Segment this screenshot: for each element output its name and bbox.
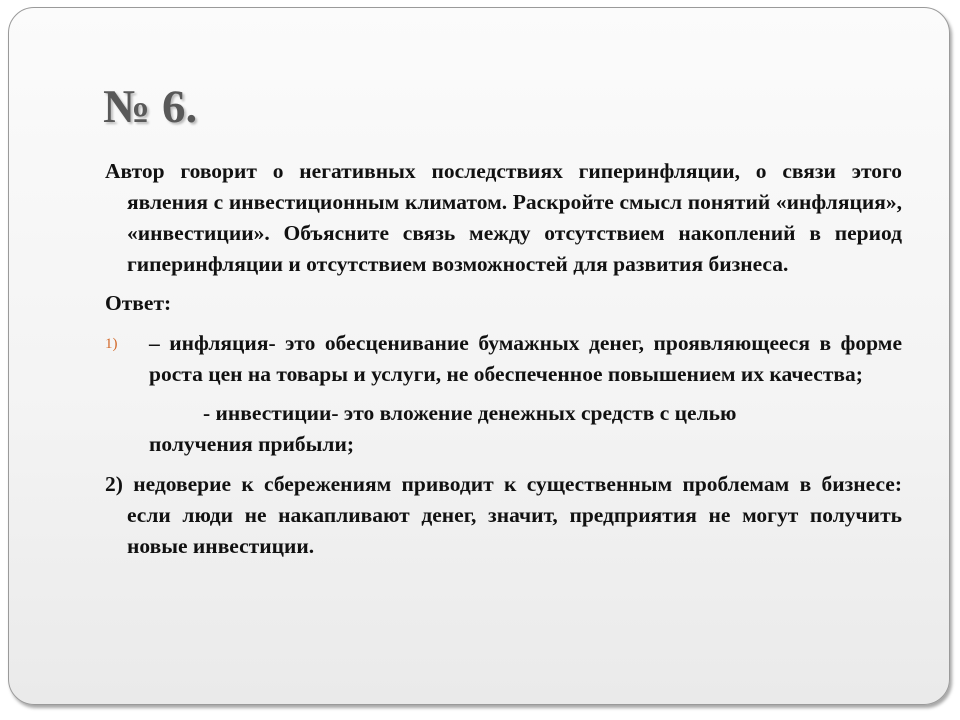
answer-item-1 xyxy=(105,328,902,390)
investment-definition xyxy=(105,398,902,460)
slide-body xyxy=(105,156,902,562)
slide-title: № 6. xyxy=(103,81,198,133)
investment-definition-line1: - инвестиции- это вложение денежных средств с целью xyxy=(203,401,737,425)
investment-definition-line2: получения прибыли; xyxy=(149,432,354,456)
list-number-marker: 1) xyxy=(105,336,118,352)
answer-point-2: 2) недоверие к сбережениям приводит к существенным проблемам в бизнесе: если люди не накапливают денег, значит, предприятия не могут получить новые инвестиции. xyxy=(105,472,902,558)
question-text: Автор говорит о негативных последствиях гиперинфляции, о связи этого явления с инвестиционным климатом. Раскройте смысл понятий «инфляция», «инвестиции». Объясните связь между отсутствием накоплений в период гиперинфляции и отсутствием возможностей для развития бизнеса. xyxy=(105,159,902,276)
inflation-definition: – инфляция- это обесценивание бумажных денег, проявляющееся в форме роста цен на товары и услуги, не обеспеченное повышением их качества; xyxy=(149,331,902,386)
answer-label: Ответ: xyxy=(105,291,172,315)
